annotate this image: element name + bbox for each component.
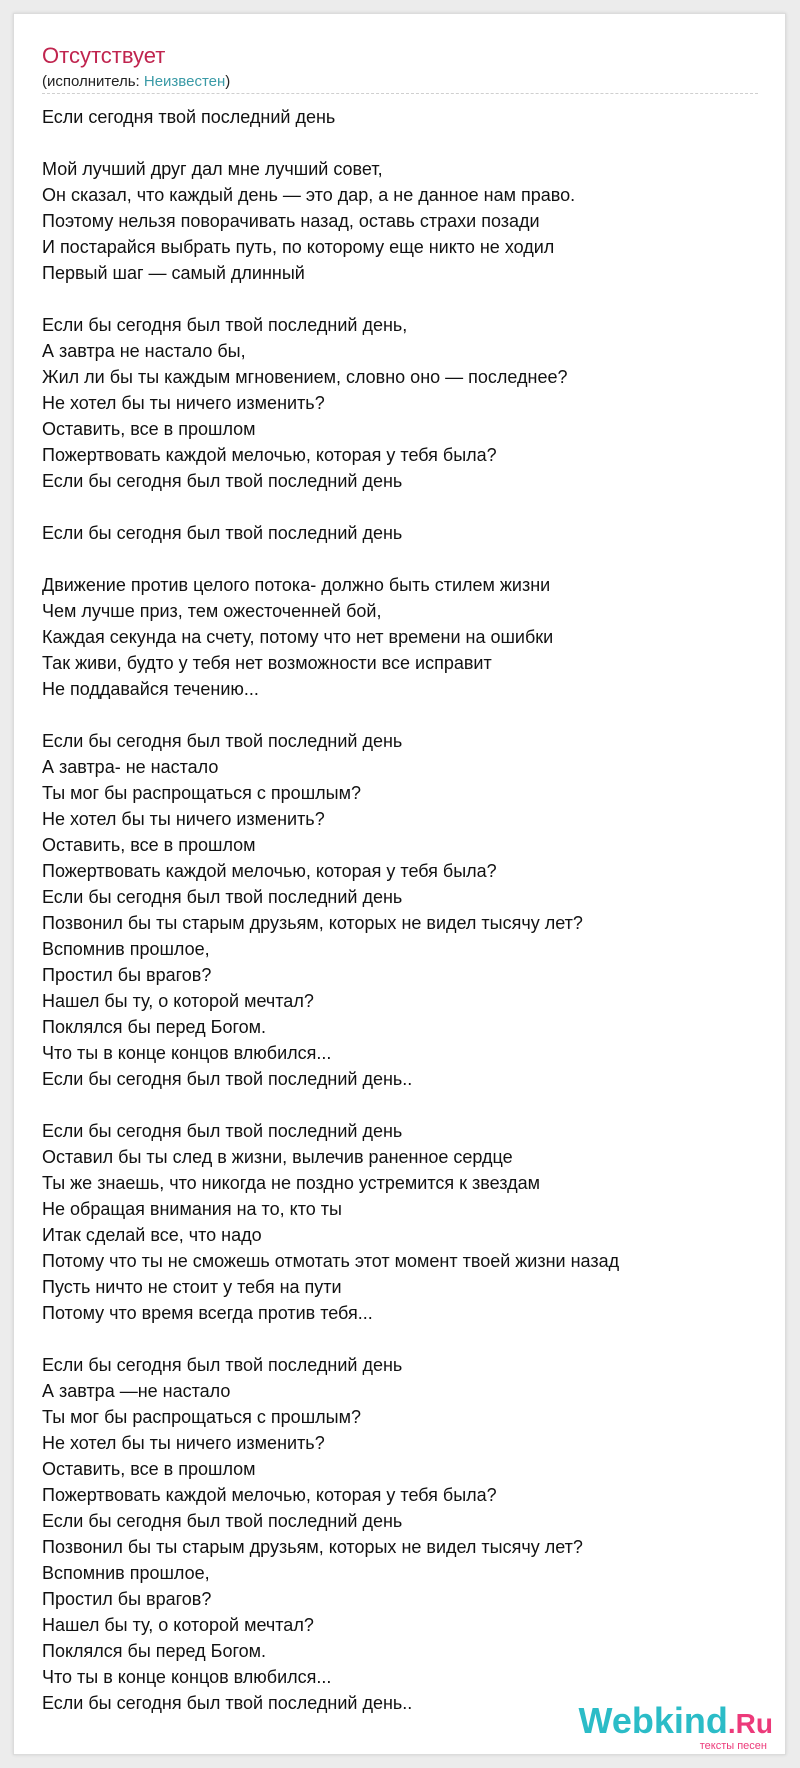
lyric-line: Пожертвовать каждой мелочью, которая у тебя была? <box>42 1485 497 1505</box>
lyric-line: Простил бы врагов? <box>42 965 212 985</box>
lyric-line: А завтра не настало бы, <box>42 341 246 361</box>
lyrics-body <box>42 104 772 1716</box>
lyric-line: Если сегодня твой последний день <box>42 107 336 127</box>
lyric-line: Не обращая внимания на то, кто ты <box>42 1199 342 1219</box>
lyric-line: Не хотел бы ты ничего изменить? <box>42 809 325 829</box>
lyric-line: Мой лучший друг дал мне лучший совет, <box>42 159 383 179</box>
lyric-line: А завтра —не настало <box>42 1381 231 1401</box>
lyric-line: Не хотел бы ты ничего изменить? <box>42 1433 325 1453</box>
lyric-line: Если бы сегодня был твой последний день, <box>42 315 408 335</box>
lyric-line: Так живи, будто у тебя нет возможности все исправит <box>42 653 492 673</box>
lyric-line: Каждая секунда на счету, потому что нет времени на ошибки <box>42 627 554 647</box>
lyric-line: Потому что время всегда против тебя... <box>42 1303 373 1323</box>
lyric-line: Пожертвовать каждой мелочью, которая у тебя была? <box>42 445 497 465</box>
lyric-line: Первый шаг — самый длинный <box>42 263 305 283</box>
lyric-line: Если бы сегодня был твой последний день <box>42 1121 403 1141</box>
lyric-line: Если бы сегодня был твой последний день <box>42 1355 403 1375</box>
lyric-line: Оставить, все в прошлом <box>42 419 256 439</box>
lyric-line: Не хотел бы ты ничего изменить? <box>42 393 325 413</box>
lyric-line: Пожертвовать каждой мелочью, которая у тебя была? <box>42 861 497 881</box>
lyric-line: Он сказал, что каждый день — это дар, а не данное нам право. <box>42 185 576 205</box>
lyric-line: Если бы сегодня был твой последний день <box>42 523 403 543</box>
lyric-line: Если бы сегодня был твой последний день <box>42 1511 403 1531</box>
lyric-line: Ты мог бы распрощаться с прошлым? <box>42 1407 361 1427</box>
logo-name: Webkind <box>578 1700 728 1741</box>
lyric-line: Что ты в конце концов влюбился... <box>42 1667 332 1687</box>
lyric-line: Нашел бы ту, о которой мечтал? <box>42 1615 314 1635</box>
lyric-line: Если бы сегодня был твой последний день <box>42 731 403 751</box>
stanza-gap <box>42 494 772 520</box>
stanza-gap <box>42 1326 772 1352</box>
lyric-line: Поклялся бы перед Богом. <box>42 1641 267 1661</box>
artist-link[interactable]: Неизвестен <box>143 73 226 90</box>
lyric-line: Потому что ты не сможешь отмотать этот момент твоей жизни назад <box>42 1251 620 1271</box>
lyric-line: Ты мог бы распрощаться с прошлым? <box>42 783 361 803</box>
site-logo[interactable] <box>578 1700 773 1752</box>
lyric-line: И постарайся выбрать путь, по которому еще никто не ходил <box>42 237 555 257</box>
lyric-line: Позвонил бы ты старым друзьям, которых не видел тысячу лет? <box>42 1537 583 1557</box>
lyric-line: Если бы сегодня был твой последний день <box>42 471 403 491</box>
lyric-line: Не поддавайся течению... <box>42 679 259 699</box>
lyric-line: Вспомнив прошлое, <box>42 939 210 959</box>
lyric-line: Пусть ничто не стоит у тебя на пути <box>42 1277 342 1297</box>
lyric-line: Чем лучше приз, тем ожесточенней бой, <box>42 601 382 621</box>
lyric-line: Поклялся бы перед Богом. <box>42 1017 267 1037</box>
lyric-line: Если бы сегодня был твой последний день.. <box>42 1069 413 1089</box>
lyric-line: Нашел бы ту, о которой мечтал? <box>42 991 314 1011</box>
stanza-gap <box>42 130 772 156</box>
lyric-line: Поэтому нельзя поворачивать назад, оставь страхи позади <box>42 211 540 231</box>
logo-tagline: тексты песен <box>699 1740 767 1752</box>
lyric-line: Если бы сегодня был твой последний день <box>42 887 403 907</box>
lyric-line: Ты же знаешь, что никогда не поздно устремится к звездам <box>42 1173 540 1193</box>
lyric-line: Жил ли бы ты каждым мгновением, словно оно — последнее? <box>42 367 568 387</box>
stanza-gap <box>42 702 772 728</box>
logo-tld: .Ru <box>727 1708 773 1739</box>
title-divider <box>42 93 758 94</box>
lyric-line: Простил бы врагов? <box>42 1589 212 1609</box>
lyric-line: Итак сделай все, что надо <box>42 1225 262 1245</box>
lyric-line: Вспомнив прошлое, <box>42 1563 210 1583</box>
stanza-gap <box>42 1092 772 1118</box>
lyric-line: Позвонил бы ты старым друзьям, которых не видел тысячу лет? <box>42 913 583 933</box>
lyric-line: Что ты в конце концов влюбился... <box>42 1043 332 1063</box>
lyric-line: Движение против целого потока- должно быть стилем жизни <box>42 575 551 595</box>
stanza-gap <box>42 286 772 312</box>
lyric-line: А завтра- не настало <box>42 757 219 777</box>
stanza-gap <box>42 546 772 572</box>
lyric-line: Оставить, все в прошлом <box>42 835 256 855</box>
performer-line <box>42 72 230 92</box>
performer-prefix: (исполнитель: <box>42 73 144 90</box>
lyric-line: Если бы сегодня был твой последний день.. <box>42 1693 413 1713</box>
performer-suffix: ) <box>225 73 231 90</box>
lyric-line: Оставил бы ты след в жизни, вылечив раненное сердце <box>42 1147 513 1167</box>
lyric-line: Оставить, все в прошлом <box>42 1459 256 1479</box>
song-title: Отсутствует <box>42 43 166 68</box>
